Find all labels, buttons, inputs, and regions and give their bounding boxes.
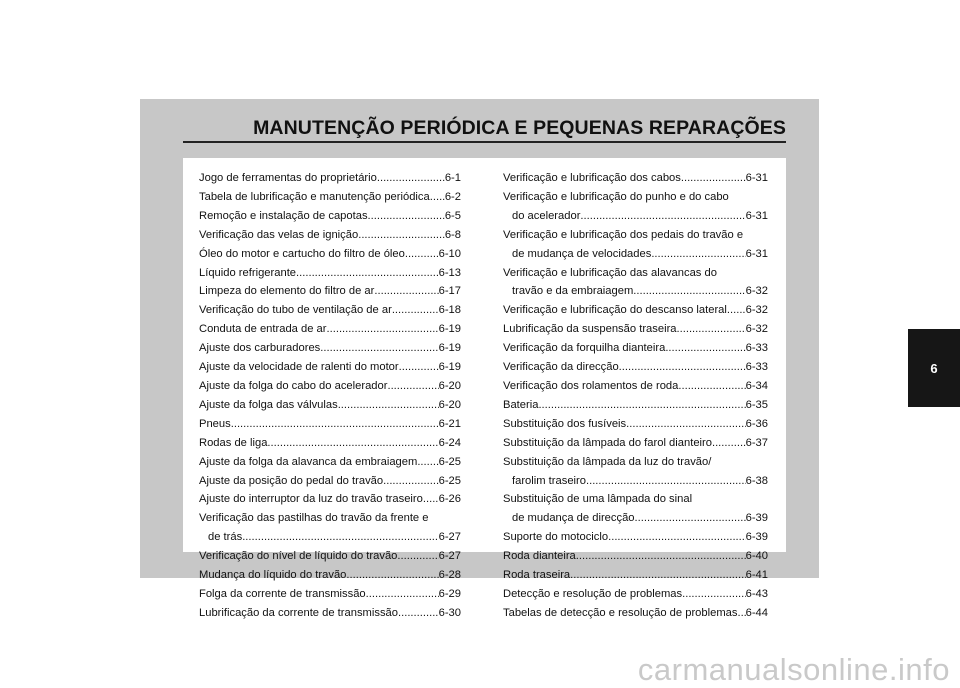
toc-entry-text: Mudança do líquido do travão — [199, 569, 347, 582]
toc-page-number: 6-20 — [438, 398, 461, 411]
toc-leader-dots — [397, 547, 438, 566]
toc-entry[interactable] — [503, 453, 768, 491]
toc-leader-dots — [737, 604, 745, 623]
toc-entry-line — [199, 226, 461, 245]
toc-leader-dots — [387, 377, 438, 396]
toc-entry-text: Ajuste da folga das válvulas — [199, 398, 338, 411]
toc-entry[interactable] — [503, 434, 768, 453]
toc-leader-dots — [346, 566, 438, 585]
toc-entry-text: Líquido refrigerante — [199, 266, 297, 279]
toc-entry-text: Folga da corrente de transmissão — [199, 587, 366, 600]
toc-leader-dots — [392, 301, 439, 320]
toc-page-number: 6-21 — [438, 417, 461, 430]
toc-entry[interactable] — [199, 509, 461, 547]
toc-leader-dots — [399, 358, 439, 377]
toc-entry[interactable] — [503, 585, 768, 604]
toc-entry-text: Jogo de ferramentas do proprietário — [199, 172, 377, 184]
toc-leader-dots — [619, 358, 746, 377]
toc-entry-text: Roda traseira — [503, 569, 571, 582]
toc-entry[interactable] — [503, 490, 768, 528]
toc-entry-line — [199, 264, 461, 283]
toc-content — [183, 158, 786, 619]
toc-entry[interactable] — [199, 472, 461, 491]
toc-leader-dots — [576, 547, 746, 566]
toc-entry[interactable] — [199, 245, 461, 264]
toc-entry[interactable] — [199, 169, 461, 188]
toc-page-number: 6-19 — [438, 361, 461, 374]
toc-entry[interactable] — [199, 566, 461, 585]
toc-entry[interactable] — [503, 528, 768, 547]
toc-page-number: 6-35 — [745, 398, 768, 411]
toc-leader-dots — [608, 528, 745, 547]
toc-entry-text: Verificação da direcção — [503, 361, 619, 374]
toc-page-number: 6-24 — [438, 436, 461, 449]
toc-page-number: 6-26 — [438, 493, 461, 506]
toc-page-number: 6-27 — [438, 531, 461, 544]
toc-entry[interactable] — [199, 377, 461, 396]
toc-entry-text: Verificação do nível de líquido do travão — [199, 550, 398, 563]
toc-entry-text: Ajuste da folga do cabo do acelerador — [199, 379, 388, 392]
toc-page-number: 6-31 — [745, 172, 768, 184]
toc-entry-line — [199, 339, 461, 358]
toc-page-number: 6-39 — [745, 531, 768, 544]
toc-entry-line — [199, 169, 461, 188]
toc-entry-text: de mudança de direcção — [512, 512, 635, 525]
toc-entry-text: Ajuste do interruptor da luz do travão traseiro — [199, 493, 423, 506]
toc-left-column — [199, 169, 461, 623]
toc-entry[interactable] — [503, 604, 768, 623]
toc-entry-text: Substituição de uma lâmpada do sinal — [503, 493, 693, 506]
toc-entry[interactable] — [503, 301, 768, 320]
toc-page-number: 6-40 — [745, 550, 768, 563]
toc-entry[interactable] — [199, 207, 461, 226]
toc-entry-text: travão e da embraiagem — [512, 285, 634, 298]
toc-leader-dots — [580, 207, 745, 226]
toc-leader-dots — [338, 396, 439, 415]
toc-entry-text: Rodas de liga — [199, 436, 268, 449]
toc-page-number: 6-13 — [438, 266, 461, 279]
toc-page-number: 6-25 — [438, 455, 461, 468]
toc-page-number: 6-29 — [438, 587, 461, 600]
toc-entry-line — [503, 320, 768, 339]
toc-leader-dots — [677, 320, 746, 339]
toc-leader-dots — [430, 188, 445, 207]
toc-entry-line — [199, 509, 461, 528]
toc-page-number: 6-33 — [745, 342, 768, 355]
toc-entry-line — [199, 604, 461, 623]
toc-entry-line — [199, 282, 461, 301]
toc-entry-line — [503, 604, 768, 623]
toc-entry-line — [503, 453, 768, 472]
toc-entry[interactable] — [503, 396, 768, 415]
toc-entry-text: Limpeza do elemento do filtro de ar — [199, 285, 375, 298]
toc-entry-line — [199, 566, 461, 585]
watermark: carmanualsonline.info — [637, 652, 950, 687]
toc-entry[interactable] — [503, 339, 768, 358]
toc-entry-line — [503, 490, 768, 509]
toc-entry-line — [199, 528, 461, 547]
toc-leader-dots — [383, 472, 438, 491]
toc-entry-text: Ajuste da velocidade de ralenti do motor — [199, 361, 399, 374]
toc-entry-text: Detecção e resolução de problemas — [503, 587, 683, 600]
toc-entry-line — [199, 434, 461, 453]
toc-entry[interactable] — [503, 320, 768, 339]
toc-entry-text: Ajuste da folga da alavanca da embraiagem — [199, 455, 418, 468]
toc-entry[interactable] — [199, 301, 461, 320]
toc-entry-line — [199, 301, 461, 320]
toc-leader-dots — [231, 415, 439, 434]
toc-entry-line — [503, 358, 768, 377]
toc-leader-dots — [267, 434, 438, 453]
toc-leader-dots — [377, 169, 445, 188]
toc-leader-dots — [635, 509, 746, 528]
toc-entry-text: Verificação e lubrificação do punho e do cabo — [503, 190, 729, 203]
toc-entry[interactable] — [199, 339, 461, 358]
toc-entry-line — [199, 490, 461, 509]
toc-entry-line — [503, 528, 768, 547]
toc-leader-dots — [398, 604, 439, 623]
toc-page-number: 6-19 — [438, 323, 461, 336]
toc-entry[interactable] — [503, 264, 768, 302]
toc-entry-text: Verificação das velas de ignição — [199, 228, 359, 241]
toc-entry-text: Suporte do motociclo — [503, 531, 609, 544]
toc-entry-line — [503, 207, 768, 226]
toc-leader-dots — [417, 453, 438, 472]
toc-entry-line — [503, 509, 768, 528]
toc-entry-line — [503, 377, 768, 396]
toc-entry-text: Verificação e lubrificação das alavancas do — [503, 266, 717, 279]
toc-entry-text: Verificação das pastilhas do travão da frente e — [199, 512, 429, 525]
toc-entry-text: Conduta de entrada de ar — [199, 323, 327, 336]
toc-leader-dots — [570, 566, 745, 585]
toc-entry-line — [503, 415, 768, 434]
toc-page-number: 6-32 — [745, 304, 768, 317]
toc-page-number: 6-43 — [745, 587, 768, 600]
toc-entry[interactable] — [199, 226, 461, 245]
toc-entry[interactable] — [199, 585, 461, 604]
toc-entry-text: Verificação da forquilha dianteira — [503, 342, 666, 355]
toc-entry-text: Remoção e instalação de capotas — [199, 209, 368, 222]
toc-page-number: 6-27 — [438, 550, 461, 563]
toc-entry[interactable] — [503, 226, 768, 264]
toc-page-number: 6-10 — [438, 247, 461, 260]
toc-leader-dots — [320, 339, 438, 358]
toc-entry-line — [503, 264, 768, 283]
toc-entry-text: Óleo do motor e cartucho do filtro de óleo — [199, 247, 405, 260]
toc-leader-dots — [242, 528, 438, 547]
toc-entry-line — [503, 396, 768, 415]
toc-leader-dots — [366, 585, 439, 604]
toc-page-number: 6-17 — [438, 285, 461, 298]
toc-entry-line — [199, 188, 461, 207]
toc-entry[interactable] — [503, 415, 768, 434]
toc-page-number: 6-5 — [444, 209, 461, 222]
toc-entry[interactable] — [199, 282, 461, 301]
toc-entry-line — [199, 547, 461, 566]
toc-entry-line — [199, 396, 461, 415]
toc-leader-dots — [633, 282, 745, 301]
toc-entry-line — [199, 472, 461, 491]
toc-entry[interactable] — [199, 547, 461, 566]
toc-entry-line — [503, 585, 768, 604]
toc-leader-dots — [423, 490, 439, 509]
toc-entry-line — [503, 245, 768, 264]
toc-page-number: 6-20 — [438, 379, 461, 392]
toc-entry[interactable] — [503, 188, 768, 226]
toc-entry[interactable] — [503, 566, 768, 585]
toc-entry-line — [199, 453, 461, 472]
toc-entry-line — [503, 226, 768, 245]
page-title: MANUTENÇÃO PERIÓDICA E PEQUENAS REPARAÇÕES — [253, 117, 786, 139]
toc-page-number: 6-39 — [745, 512, 768, 525]
toc-leader-dots — [651, 245, 745, 264]
toc-entry-text: Ajuste dos carburadores — [199, 342, 321, 355]
toc-entry-line — [199, 585, 461, 604]
toc-entry[interactable] — [199, 320, 461, 339]
toc-entry-text: Tabela de lubrificação e manutenção periódica — [199, 190, 430, 203]
toc-leader-dots — [712, 434, 746, 453]
chapter-tab[interactable]: 6 — [908, 329, 960, 407]
toc-page-number: 6-38 — [745, 474, 768, 487]
toc-entry-line — [503, 434, 768, 453]
toc-entry-line — [503, 547, 768, 566]
toc-entry-text: Verificação e lubrificação do descanso lateral — [503, 304, 727, 317]
toc-leader-dots — [678, 377, 745, 396]
toc-entry[interactable] — [503, 358, 768, 377]
toc-page-number: 6-28 — [438, 569, 461, 582]
toc-right-column — [503, 169, 768, 623]
toc-page-number: 6-41 — [745, 569, 768, 582]
toc-entry-text: farolim traseiro — [512, 474, 586, 487]
toc-entry-text: Ajuste da posição do pedal do travão — [199, 474, 384, 487]
toc-entry-line — [199, 377, 461, 396]
toc-leader-dots — [586, 472, 746, 491]
toc-page-number: 6-25 — [438, 474, 461, 487]
toc-page-number: 6-32 — [745, 323, 768, 336]
toc-entry-text: de trás — [208, 531, 243, 544]
toc-page-number: 6-19 — [438, 342, 461, 355]
toc-entry-text: do acelerador — [512, 209, 581, 222]
toc-entry-text: Pneus — [199, 417, 231, 430]
toc-entry-text: Substituição da lâmpada da luz do travão/ — [503, 455, 712, 468]
toc-entry-text: Substituição dos fusíveis — [503, 417, 627, 430]
toc-entry[interactable] — [199, 490, 461, 509]
toc-entry-line — [199, 358, 461, 377]
toc-entry-line — [503, 566, 768, 585]
toc-entry-line — [503, 282, 768, 301]
toc-entry-text: Substituição da lâmpada do farol dianteiro — [503, 436, 712, 449]
toc-leader-dots — [626, 415, 745, 434]
toc-entry[interactable] — [199, 434, 461, 453]
toc-leader-dots — [296, 264, 439, 283]
toc-page-number: 6-34 — [745, 379, 768, 392]
toc-entry-text: Verificação do tubo de ventilação de ar — [199, 304, 392, 317]
toc-leader-dots — [368, 207, 445, 226]
toc-entry-line — [503, 188, 768, 207]
toc-page-number: 6-18 — [438, 304, 461, 317]
toc-leader-dots — [727, 301, 746, 320]
toc-entry-text: Lubrificação da suspensão traseira — [503, 323, 677, 336]
toc-entry-line — [199, 415, 461, 434]
toc-page-number: 6-44 — [745, 606, 768, 619]
toc-page-number: 6-1 — [444, 172, 461, 184]
toc-entry-text: de mudança de velocidades — [512, 247, 652, 260]
toc-leader-dots — [538, 396, 745, 415]
toc-entry-line — [503, 301, 768, 320]
toc-page-number: 6-31 — [745, 209, 768, 222]
toc-entry-line — [199, 245, 461, 264]
toc-page-number: 6-8 — [444, 228, 461, 241]
toc-page-number: 6-33 — [745, 361, 768, 374]
toc-leader-dots — [358, 226, 445, 245]
toc-page-number: 6-2 — [444, 190, 461, 203]
toc-entry[interactable] — [199, 358, 461, 377]
toc-entry[interactable] — [199, 453, 461, 472]
toc-leader-dots — [374, 282, 438, 301]
title-underline — [183, 141, 786, 143]
toc-entry[interactable] — [503, 169, 768, 188]
toc-entry-text: Tabelas de detecção e resolução de problemas — [503, 606, 738, 619]
toc-entry-text: Lubrificação da corrente de transmissão — [199, 606, 398, 619]
toc-page-number: 6-36 — [745, 417, 768, 430]
toc-entry[interactable] — [199, 264, 461, 283]
toc-entry-text: Verificação e lubrificação dos cabos — [503, 172, 681, 184]
toc-entry-text: Verificação dos rolamentos de roda — [503, 379, 679, 392]
toc-entry-line — [503, 339, 768, 358]
toc-leader-dots — [405, 245, 439, 264]
toc-entry[interactable] — [199, 188, 461, 207]
toc-entry[interactable] — [199, 396, 461, 415]
toc-entry[interactable] — [199, 415, 461, 434]
toc-entry[interactable] — [199, 604, 461, 623]
toc-page-number: 6-37 — [745, 436, 768, 449]
toc-entry-line — [503, 472, 768, 491]
toc-entry-line — [199, 320, 461, 339]
toc-entry-text: Roda dianteira — [503, 550, 576, 563]
toc-entry-text: Verificação e lubrificação dos pedais do travão e — [503, 228, 744, 241]
toc-entry-text: Bateria — [503, 398, 539, 411]
toc-entry-line — [199, 207, 461, 226]
toc-entry[interactable] — [503, 547, 768, 566]
toc-page-number: 6-31 — [745, 247, 768, 260]
toc-leader-dots — [665, 339, 745, 358]
toc-leader-dots — [682, 585, 745, 604]
toc-entry-line — [503, 169, 768, 188]
toc-leader-dots — [681, 169, 746, 188]
toc-page-number: 6-30 — [438, 606, 461, 619]
toc-leader-dots — [327, 320, 439, 339]
toc-page-number: 6-32 — [745, 285, 768, 298]
toc-entry[interactable] — [503, 377, 768, 396]
